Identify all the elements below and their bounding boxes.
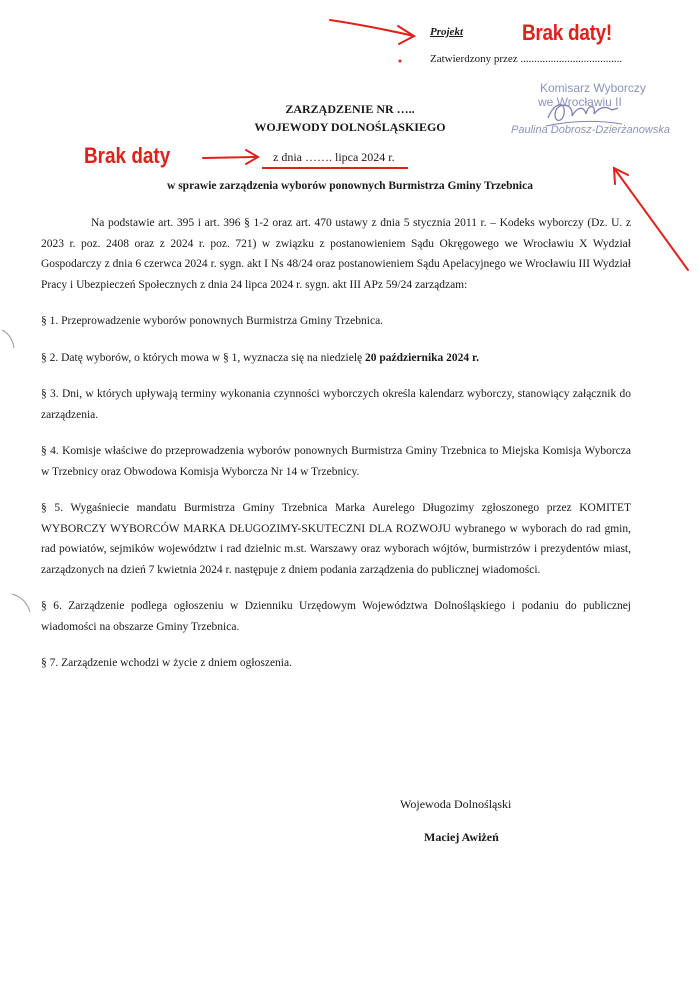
section-2-text: § 2. Datę wyborów, o których mowa w § 1, wyznacza się na niedzielę — [41, 351, 366, 364]
preamble: Na podstawie art. 395 i art. 396 § 1-2 oraz art. 470 ustawy z dnia 5 stycznia 2011 r. – Kodeks wyborczy (Dz. U. z 2023 r. poz. 2408 oraz z 2024 r. poz. 721) w związku z postanowieniem Sądu Okręgowego we Wrocławiu X Wydział Gospodarczy z dnia 6 czerwca 2024 r. sygn. akt I Ns 48/24 oraz postanowieniem Sądu Apelacyjnego we Wrocławiu III Wydział Pracy i Ubezpieczeń Społecznych z dnia 24 lipca 2024 r. sygn. akt III APz 59/24 zarządzam: — [41, 217, 631, 291]
date-underline — [262, 167, 408, 169]
punch-mark — [2, 330, 14, 348]
section-5: § 5. Wygaśniecie mandatu Burmistrza Gminy Trzebnica Marka Aurelego Długozimy zgłoszonego przez KOMITET WYBORCZY WYBORCÓW MARKA DŁUGOZIMY-SKUTECZNI DLA ROZWOJU wybranego w wyborach do rad gmin, rad powiatów, sejmików województw i rad dzielnic m.st. Warszawy oraz wyborach wójtów, burmistrzów i prezydentów miast, zarządzonych na dzień 7 kwietnia 2024 r. następuje z dniem podania zarządzenia do publicznej wiadomości. — [41, 502, 631, 576]
issuer-title: WOJEWODY DOLNOŚLĄSKIEGO — [254, 120, 446, 134]
document-title: ZARZĄDZENIE NR ….. — [285, 102, 415, 116]
punch-mark — [12, 594, 30, 612]
arrow-to-date — [203, 150, 258, 164]
section-6: § 6. Zarządzenie podlega ogłoszeniu w Dzienniku Urzędowym Województwa Dolnośląskiego i podaniu do publicznej wiadomości na obszarze Gminy Trzebnica. — [41, 600, 631, 633]
projekt-label: Projekt — [430, 26, 463, 38]
section-1: § 1. Przeprowadzenie wyborów ponownych Burmistrza Gminy Trzebnica. — [41, 315, 384, 327]
document-date: z dnia ……. lipca 2024 r. — [273, 150, 395, 164]
red-dot — [399, 60, 402, 63]
stamp-signatory: Paulina Dobrosz-Dzierżanowska — [511, 124, 670, 136]
document-body — [41, 213, 631, 674]
signatory-name: Maciej Awiżeń — [424, 830, 499, 844]
stamp-location: we Wrocławiu II — [538, 95, 622, 109]
arrow-to-projekt — [330, 20, 414, 44]
missing-date-note: Brak daty — [84, 143, 171, 168]
document-subject: w sprawie zarządzenia wyborów ponownych Burmistrza Gminy Trzebnica — [167, 180, 533, 192]
section-7: § 7. Zarządzenie wchodzi w życie z dniem ogłoszenia. — [41, 657, 292, 669]
election-date: 20 października 2024 r. — [365, 351, 479, 364]
section-4: § 4. Komisje właściwe do przeprowadzenia wyborów ponownych Burmistrza Gminy Trzebnica to Miejska Komisja Wyborcza w Trzebnicy oraz Obwodowa Komisja Wyborcza Nr 14 w Trzebnicy. — [41, 445, 631, 478]
stamp-title: Komisarz Wyborczy — [540, 81, 646, 95]
section-2 — [41, 348, 631, 369]
section-3: § 3. Dni, w których upływają terminy wykonania czynności wyborczych określa kalendarz wyborczy, stanowiący załącznik do zarządzenia. — [41, 388, 631, 421]
approved-by-line: Zatwierdzony przez ..................................... — [430, 53, 623, 65]
signatory-office: Wojewoda Dolnośląski — [400, 797, 512, 811]
missing-date-note-top: Brak daty! — [522, 20, 612, 45]
